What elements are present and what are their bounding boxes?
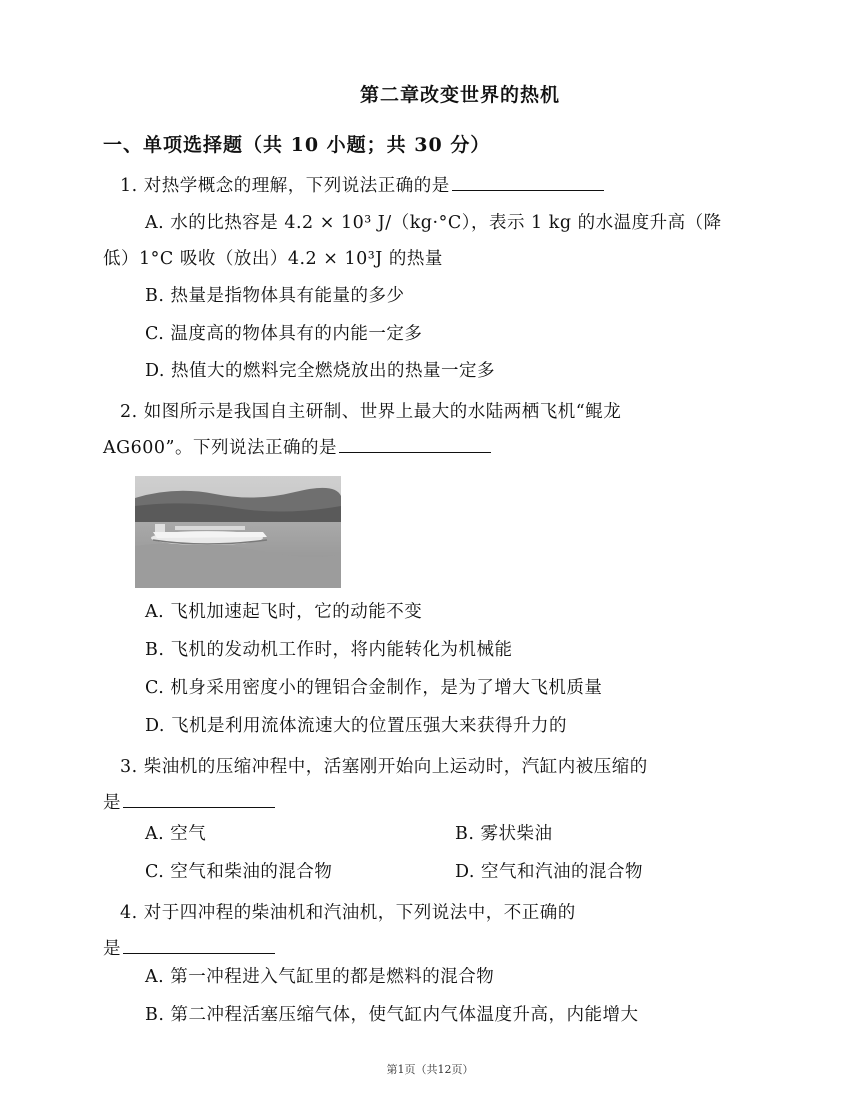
question-2-stem-line2 (103, 434, 491, 459)
q1-option-c: C. 温度高的物体具有的内能一定多 (145, 324, 423, 344)
question-4-stem-line1: 4. 对于四冲程的柴油机和汽油机，下列说法中，不正确的 (120, 903, 576, 923)
answer-blank-1 (452, 172, 604, 191)
q4-option-b: B. 第二冲程活塞压缩气体，使气缸内气体温度升高，内能增大 (145, 1005, 639, 1025)
answer-blank-2 (339, 434, 491, 453)
question-1-text: 1. 对热学概念的理解，下列说法正确的是 (120, 176, 450, 196)
page-footer: 第1页（共12页） (386, 1063, 474, 1076)
question-1-stem (120, 172, 604, 197)
q1-option-a-line2: 低）1°C 吸收（放出）4.2 × 10³J 的热量 (103, 249, 443, 269)
answer-blank-3 (123, 789, 275, 808)
q2-option-c: C. 机身采用密度小的锂铝合金制作，是为了增大飞机质量 (145, 678, 603, 698)
q4-option-a: A. 第一冲程进入气缸里的都是燃料的混合物 (145, 967, 495, 987)
q2-option-b: B. 飞机的发动机工作时，将内能转化为机械能 (145, 640, 513, 660)
q1-option-d: D. 热值大的燃料完全燃烧放出的热量一定多 (145, 361, 496, 381)
q3-option-d: D. 空气和汽油的混合物 (455, 862, 644, 882)
q1-option-b: B. 热量是指物体具有能量的多少 (145, 286, 405, 306)
question-2-text: AG600”。下列说法正确的是 (103, 438, 337, 458)
q3-option-a: A. 空气 (145, 824, 207, 844)
q1-option-a-line1: A. 水的比热容是 4.2 × 10³ J/（kg·°C），表示 1 kg 的水温度升高（降 (145, 213, 722, 233)
section-heading: 一、单项选择题（共 10 小题；共 30 分） (103, 134, 491, 156)
document-title: 第二章改变世界的热机 (359, 84, 560, 106)
answer-blank-4 (123, 935, 275, 954)
question-3-stem-line2 (103, 789, 275, 814)
q3-option-c: C. 空气和柴油的混合物 (145, 862, 333, 882)
q2-option-d: D. 飞机是利用流体流速大的位置压强大来获得升力的 (145, 716, 568, 736)
question-3-text: 是 (103, 793, 121, 813)
question-3-stem-line1: 3. 柴油机的压缩冲程中，活塞刚开始向上运动时，汽缸内被压缩的 (120, 757, 648, 777)
question-2-stem-line1: 2. 如图所示是我国自主研制、世界上最大的水陆两栖飞机“鲲龙 (120, 402, 622, 422)
q3-option-b: B. 雾状柴油 (455, 824, 553, 844)
q2-option-a: A. 飞机加速起飞时，它的动能不变 (145, 602, 423, 622)
seaplane-photo (135, 476, 341, 588)
question-4-stem-line2 (103, 935, 275, 960)
question-4-text: 是 (103, 939, 121, 959)
